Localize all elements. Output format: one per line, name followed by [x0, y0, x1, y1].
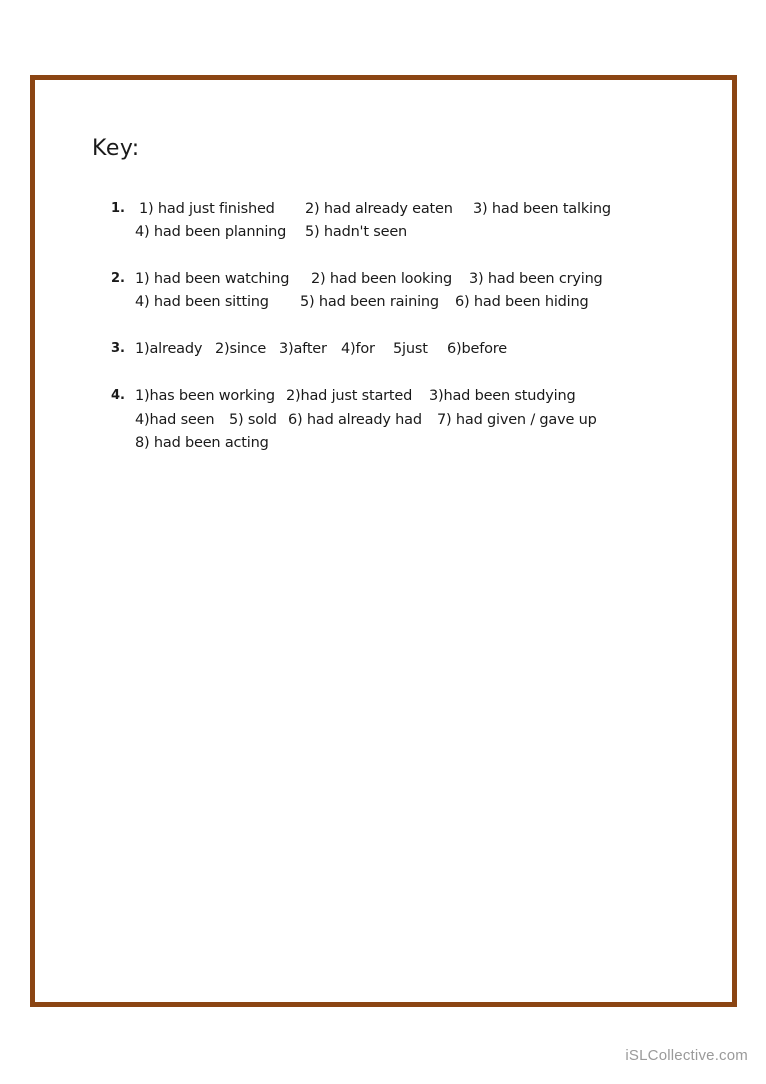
- section-2-number: 2.: [111, 271, 125, 286]
- answer-3-1: 1)already: [135, 341, 203, 357]
- answer-3-5: 5just: [393, 341, 428, 357]
- key-title: Key:: [92, 136, 140, 161]
- answer-1-2: 2) had already eaten: [305, 201, 453, 217]
- answer-1-1: 1) had just finished: [139, 201, 275, 217]
- answer-4-8: 8) had been acting: [135, 435, 269, 451]
- section-3-number: 3.: [111, 341, 125, 356]
- answer-4-2: 2)had just started: [286, 388, 413, 404]
- answer-4-7: 7) had given / gave up: [437, 412, 597, 428]
- answer-4-4: 4)had seen: [135, 412, 215, 428]
- section-4-number: 4.: [111, 388, 125, 403]
- answer-2-2: 2) had been looking: [311, 271, 453, 287]
- answer-2-4: 4) had been sitting: [135, 294, 269, 310]
- answer-2-6: 6) had been hiding: [455, 294, 589, 310]
- section-1-number: 1.: [111, 201, 125, 216]
- answer-4-3: 3)had been studying: [429, 388, 576, 404]
- answer-3-4: 4)for: [341, 341, 375, 357]
- answer-2-3: 3) had been crying: [469, 271, 603, 287]
- answer-1-3: 3) had been talking: [473, 201, 611, 217]
- answer-3-2: 2)since: [215, 341, 267, 357]
- answer-4-6: 6) had already had: [288, 412, 422, 428]
- answer-3-3: 3)after: [279, 341, 327, 357]
- answer-1-4: 4) had been planning: [135, 224, 287, 240]
- answer-3-6: 6)before: [447, 341, 507, 357]
- answer-2-5: 5) had been raining: [300, 294, 439, 310]
- answer-1-5: 5) hadn't seen: [305, 224, 408, 240]
- watermark: iSLCollective.com: [625, 1047, 748, 1064]
- answer-4-1: 1)has been working: [135, 388, 275, 404]
- answer-4-5: 5) sold: [229, 412, 277, 428]
- answer-2-1: 1) had been watching: [135, 271, 290, 287]
